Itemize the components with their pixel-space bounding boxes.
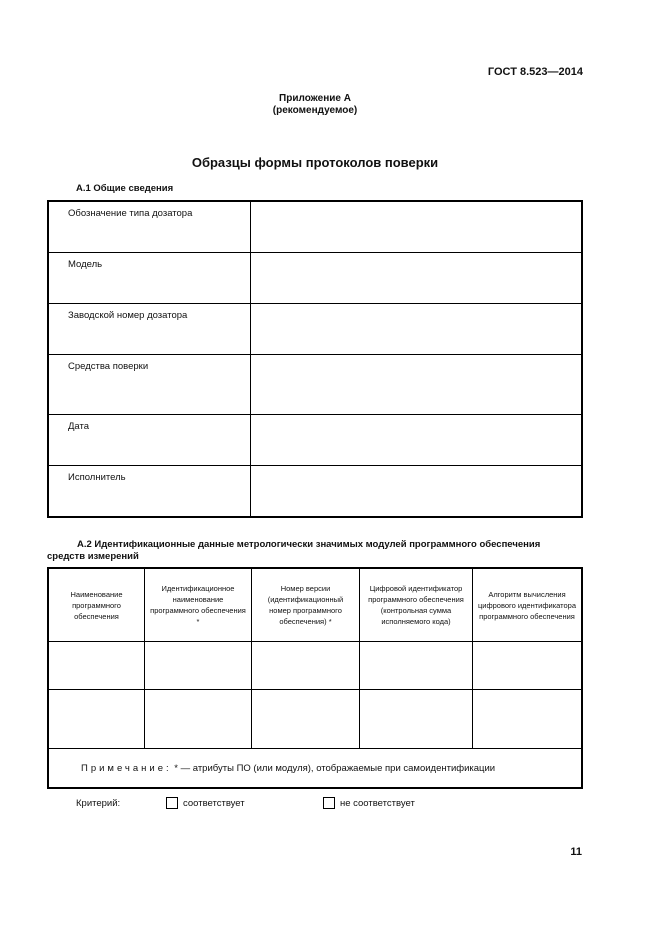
table-cell[interactable] (473, 642, 583, 690)
table-row (48, 690, 582, 749)
compliant-label: соответствует (183, 798, 245, 809)
table-note (48, 749, 582, 789)
note-row (48, 749, 582, 789)
column-header: Идентификационное наименование программного обеспечения * (145, 568, 252, 642)
value-cell[interactable] (251, 252, 583, 303)
column-header: Цифровой идентификатор программного обеспечения (контрольная сумма исполняемого кода) (360, 568, 473, 642)
row-label: Дата (48, 414, 251, 465)
value-cell[interactable] (251, 201, 583, 252)
section-2-heading-line2: средств измерений (47, 551, 139, 562)
table-row (48, 354, 582, 414)
table-cell[interactable] (145, 690, 252, 749)
column-header: Алгоритм вычисления цифрового идентификатора программного обеспечения (473, 568, 583, 642)
section-1-heading: А.1 Общие сведения (76, 183, 174, 194)
header-row (48, 568, 582, 642)
appendix-label: Приложение А (279, 93, 351, 104)
page-number: 11 (570, 846, 582, 858)
note-label: Примечание: (81, 762, 172, 774)
table-row (48, 252, 582, 303)
appendix-status: (рекомендуемое) (272, 105, 358, 116)
column-header: Наименование программного обеспечения (48, 568, 145, 642)
table-row (48, 201, 582, 252)
page-title: Образцы формы протоколов поверки (191, 155, 439, 170)
compliant-checkbox[interactable] (166, 797, 178, 809)
row-label: Средства поверки (48, 354, 251, 414)
table-cell[interactable] (360, 690, 473, 749)
section-2-heading (47, 539, 583, 563)
table-cell[interactable] (252, 642, 360, 690)
value-cell[interactable] (251, 303, 583, 354)
note-text: * — атрибуты ПО (или модуля), отображаемые при самоидентификации (171, 762, 496, 774)
non-compliant-checkbox[interactable] (323, 797, 335, 809)
table-row (48, 303, 582, 354)
value-cell[interactable] (251, 414, 583, 465)
section-2-heading-line1: А.2 Идентификационные данные метрологически значимых модулей программного обеспечения (77, 539, 541, 550)
row-label: Обозначение типа дозатора (48, 201, 251, 252)
standard-number: ГОСТ 8.523—2014 (487, 66, 583, 78)
table-row (48, 642, 582, 690)
table-cell[interactable] (48, 690, 145, 749)
value-cell[interactable] (251, 465, 583, 517)
software-id-table (47, 567, 583, 789)
general-info-table (47, 200, 583, 518)
row-label: Модель (48, 252, 251, 303)
value-cell[interactable] (251, 354, 583, 414)
row-label: Исполнитель (48, 465, 251, 517)
column-header: Номер версии (идентификационный номер программного обеспечения) * (252, 568, 360, 642)
table-cell[interactable] (48, 642, 145, 690)
table-cell[interactable] (360, 642, 473, 690)
appendix-heading (0, 93, 630, 117)
table-cell[interactable] (252, 690, 360, 749)
table-row (48, 465, 582, 517)
non-compliant-label: не соответствует (340, 798, 415, 809)
table-cell[interactable] (473, 690, 583, 749)
table-row (48, 414, 582, 465)
table-cell[interactable] (145, 642, 252, 690)
row-label: Заводской номер дозатора (48, 303, 251, 354)
criteria-label: Критерий: (76, 798, 121, 809)
